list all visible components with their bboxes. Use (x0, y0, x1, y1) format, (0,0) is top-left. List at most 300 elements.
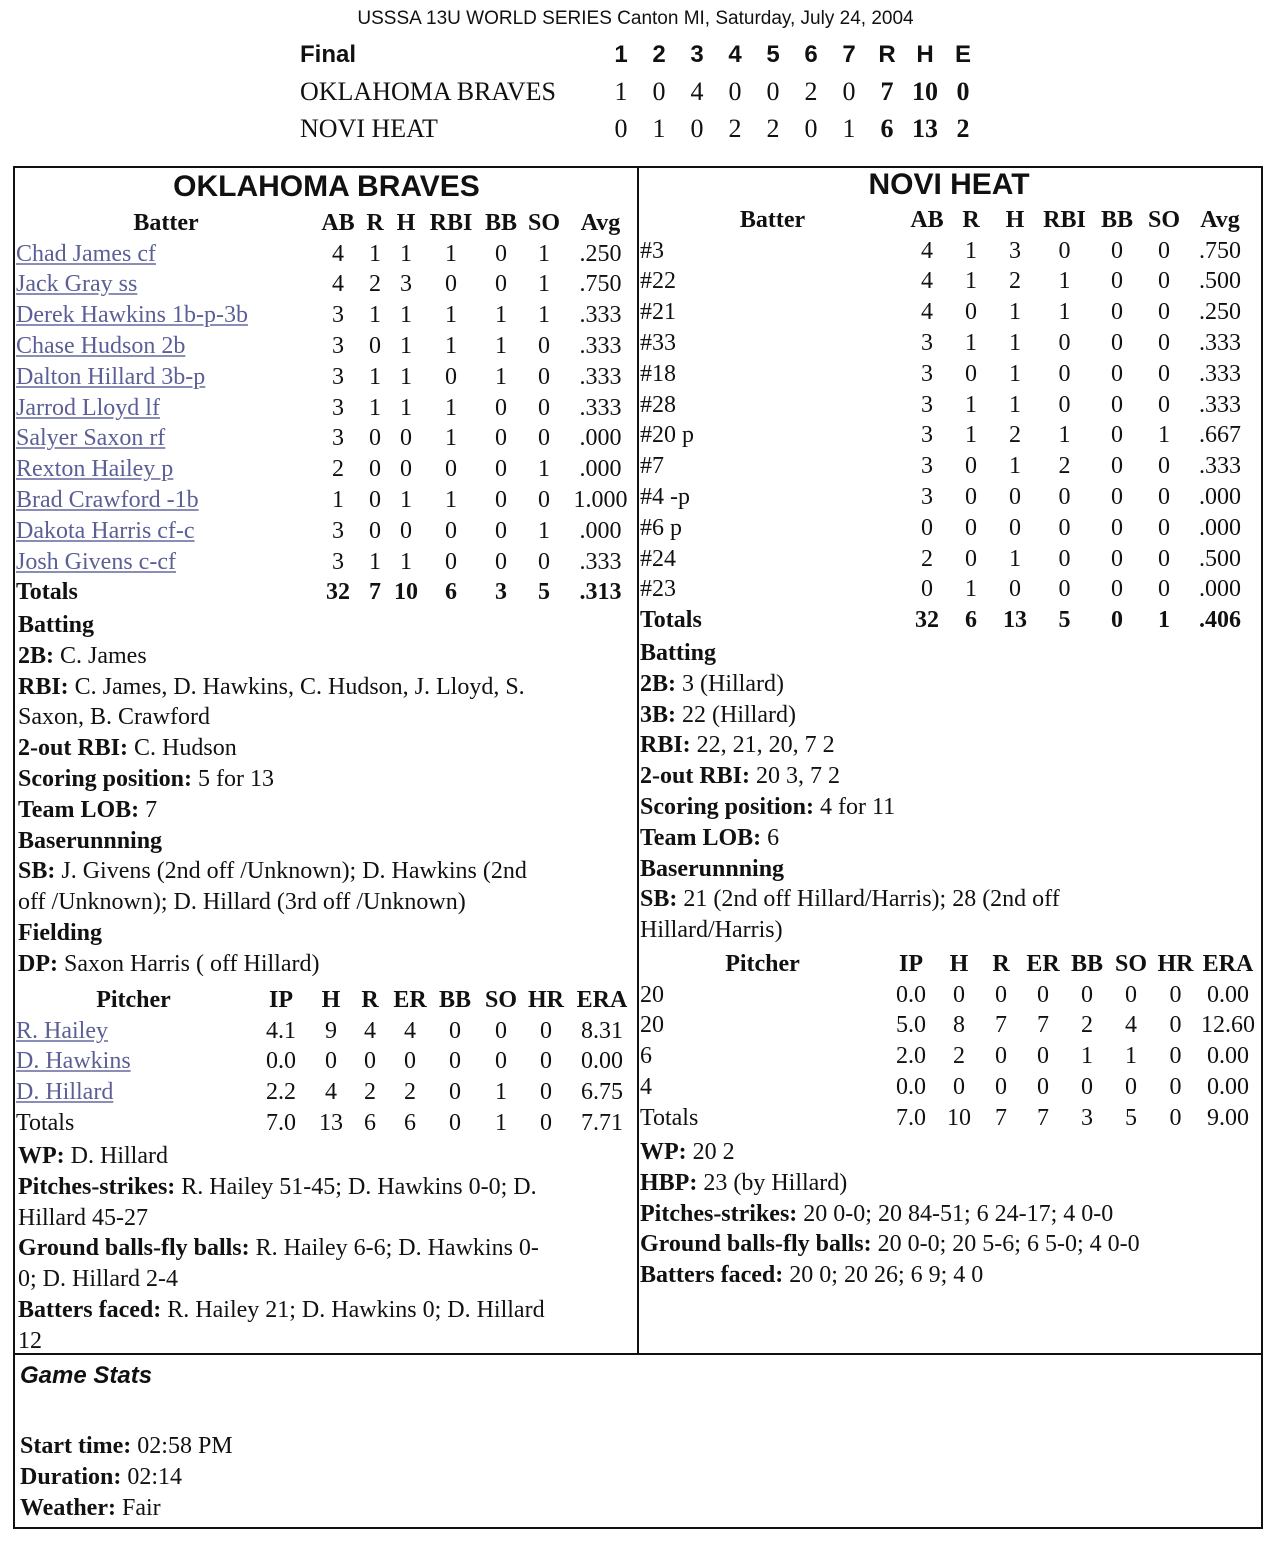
player-link[interactable]: Chad James cf (16, 240, 156, 267)
header-row (640, 205, 1254, 236)
stat-cell: 2 (1058, 453, 1071, 480)
player-link[interactable]: Josh Givens c-cf (16, 548, 176, 575)
stat-cell: 6 (445, 579, 457, 606)
player-link[interactable]: Dalton Hillard 3b-p (16, 363, 206, 390)
stat-cell: 4 (921, 268, 933, 295)
stat-cell: 1 (400, 363, 412, 390)
player-link[interactable]: D. Hillard (16, 1079, 114, 1106)
name-cell: #18 (640, 360, 676, 387)
name-cell (16, 424, 316, 455)
note-line (640, 669, 1255, 700)
stat-cell: 0 (325, 1048, 337, 1075)
stat-cell: 0 (1125, 1074, 1137, 1101)
note-line (18, 826, 633, 857)
stat-cell: 2.0 (896, 1043, 926, 1070)
stat-cell: H (949, 950, 969, 977)
table-row (640, 1011, 1258, 1042)
braves-pitching-table (16, 985, 635, 1139)
stat-cell: 0 (445, 517, 457, 544)
stat-cell: 0 (1158, 576, 1170, 603)
stat-cell: 0 (1009, 514, 1021, 541)
linescore-cell: 1 (842, 113, 856, 143)
stat-cell: 0 (1169, 1104, 1182, 1131)
stat-cell: 3 (332, 517, 344, 544)
stat-cell: IP (899, 950, 923, 977)
name-cell: 20 (640, 1012, 664, 1039)
linescore-cell: 4 (690, 76, 704, 106)
player-link[interactable]: Chase Hudson 2b (16, 333, 186, 360)
note-text: Hillard/Harris) (640, 917, 783, 944)
stat-cell: 7 (995, 1012, 1007, 1039)
player-link[interactable]: D. Hawkins (16, 1048, 131, 1075)
stat-cell: 1 (495, 363, 507, 390)
stat-cell: 1 (965, 237, 977, 264)
stat-cell: 7.0 (266, 1110, 296, 1137)
stat-cell: 4 (404, 1017, 416, 1044)
name-cell (16, 362, 316, 393)
stat-cell: 0 (495, 240, 507, 267)
note-text: 5 for 13 (192, 765, 275, 792)
novi-pitching-notes (640, 1137, 1255, 1291)
player-link[interactable]: R. Hailey (16, 1017, 108, 1044)
linescore-cell: 10 (912, 76, 938, 106)
note-line (640, 792, 1255, 823)
linescore-col: 1 (614, 40, 628, 68)
stat-cell: 0 (1158, 514, 1170, 541)
stat-cell: 0 (965, 484, 977, 511)
note-text: 7 (139, 796, 158, 823)
stat-cell: 0 (1169, 981, 1182, 1008)
linescore-cell: 0 (728, 76, 742, 106)
table-row (640, 421, 1254, 452)
stat-cell: R (366, 209, 384, 236)
stat-cell: 1 (1009, 453, 1021, 480)
note-label: 3B: (640, 701, 676, 728)
table-row (640, 359, 1254, 390)
name-cell: Totals (640, 607, 702, 634)
stat-cell: 1 (1125, 1043, 1137, 1070)
stat-cell: 4 (325, 1079, 337, 1106)
player-link[interactable]: Dakota Harris cf-c (16, 517, 195, 544)
stat-cell: 4 (364, 1017, 376, 1044)
stat-cell: 0 (1158, 299, 1170, 326)
braves-pitching-notes (18, 1141, 638, 1357)
stat-cell: 0 (1058, 545, 1071, 572)
stat-cell: 1 (1158, 607, 1170, 634)
stat-cell: R (992, 950, 1010, 977)
stat-cell: Avg (580, 209, 621, 236)
note-line (640, 730, 1255, 761)
stat-cell: 0 (495, 394, 507, 421)
name-cell: Batter (739, 206, 806, 233)
player-link[interactable]: Jack Gray ss (16, 271, 138, 298)
stat-cell: 0 (1158, 268, 1170, 295)
note-label: Scoring position: (640, 793, 815, 820)
stat-cell: 0 (1111, 360, 1123, 387)
stat-cell: AB (910, 206, 944, 233)
braves-pitching-body (16, 985, 635, 1139)
table-row (640, 390, 1254, 421)
note-text: 20 2 (686, 1139, 735, 1165)
stat-cell: 1 (538, 271, 550, 298)
stat-cell: 0 (495, 1048, 507, 1075)
stat-cell: 0 (1111, 607, 1123, 634)
player-link[interactable]: Salyer Saxon rf (16, 425, 166, 452)
stat-cell: 5 (1058, 607, 1071, 634)
stat-cell: 0 (1058, 330, 1071, 357)
stat-cell: 1 (1009, 330, 1021, 357)
stat-cell: 12.60 (1201, 1012, 1255, 1039)
stat-cell: 2 (332, 456, 344, 483)
note-line (18, 918, 633, 949)
stat-cell: 3 (332, 394, 344, 421)
stat-cell: 0 (449, 1048, 461, 1075)
stat-cell: 0 (995, 981, 1007, 1008)
linescore-col: R (878, 40, 896, 68)
stat-cell: 1 (445, 302, 457, 329)
stat-cell: HR (528, 986, 564, 1013)
table-row (16, 270, 635, 301)
stat-cell: 10 (394, 579, 418, 606)
stat-cell: 3 (1081, 1104, 1093, 1131)
stat-cell: 0 (495, 271, 507, 298)
stat-cell: R (962, 206, 980, 233)
table-row (16, 331, 635, 362)
novi-batting-table (640, 205, 1254, 636)
stat-cell: 3 (921, 330, 933, 357)
stat-cell: .333 (579, 548, 622, 575)
table-row (640, 513, 1254, 544)
table-row (16, 485, 635, 516)
stat-cell: 0 (449, 1110, 461, 1137)
name-cell: Totals (16, 1110, 75, 1137)
stat-cell: 5 (1125, 1104, 1137, 1131)
note-line (640, 854, 1255, 885)
name-cell: Totals (640, 1104, 699, 1131)
linescore-col: 5 (766, 40, 780, 68)
stat-cell: Avg (1200, 206, 1240, 233)
stat-cell: 0 (445, 363, 457, 390)
stat-cell: 1 (400, 240, 412, 267)
stat-cell: 3 (495, 579, 507, 606)
linescore-cell: 13 (912, 113, 938, 143)
stat-cell: BB (484, 209, 517, 236)
linescore-col: E (954, 40, 971, 68)
player-link[interactable]: Brad Crawford -1b (16, 487, 199, 514)
linescore-team: OKLAHOMA BRAVES (300, 76, 556, 106)
linescore-cell: 0 (842, 76, 856, 106)
note-label: WP: (18, 1143, 65, 1169)
stat-cell: 0 (404, 1048, 416, 1075)
note-label: Pitches-strikes: (640, 1200, 798, 1227)
stat-cell: 0.00 (1207, 981, 1249, 1008)
stat-cell: 0 (538, 425, 550, 452)
braves-team-title: OKLAHOMA BRAVES (173, 170, 480, 203)
linescore-cell: 0 (804, 113, 818, 143)
stat-cell: 2 (1081, 1012, 1093, 1039)
name-cell: #4 -p (640, 484, 690, 511)
name-cell (16, 547, 316, 578)
note-label: 2-out RBI: (18, 735, 129, 762)
stat-cell: 1.000 (573, 487, 628, 514)
stat-cell: 0 (1111, 453, 1123, 480)
note-text: 6 (761, 824, 780, 851)
stat-cell: 1 (538, 240, 550, 267)
name-cell: #33 (640, 330, 676, 357)
note-line (18, 856, 633, 887)
stat-cell: IP (269, 986, 293, 1013)
table-row (640, 236, 1254, 267)
note-line (18, 672, 633, 703)
stat-cell: 13 (1003, 607, 1027, 634)
totals-row (16, 1108, 635, 1139)
note-text: 0; D. Hillard 2-4 (18, 1266, 178, 1293)
stat-cell: H (396, 209, 416, 236)
linescore-cell: 0 (614, 113, 628, 143)
note-line (640, 700, 1255, 731)
novi-batting-body (640, 205, 1254, 636)
stat-cell: 0 (1111, 422, 1123, 449)
stat-cell: 3 (332, 302, 344, 329)
stat-cell: 7 (1037, 1104, 1049, 1131)
stat-cell: 0 (538, 487, 550, 514)
stat-cell: 0 (445, 548, 457, 575)
stat-cell: 8 (953, 1012, 965, 1039)
stat-cell: 0 (1158, 237, 1170, 264)
name-cell: #21 (640, 299, 676, 326)
stat-cell: .250 (1199, 299, 1241, 326)
note-line (640, 884, 1255, 915)
name-cell (16, 454, 316, 485)
note-text: 3 (Hillard) (676, 670, 784, 697)
note-label: Fielding (18, 919, 103, 946)
stat-cell: 0 (1111, 391, 1123, 418)
stat-cell: .000 (1199, 484, 1241, 511)
player-link[interactable]: Derek Hawkins 1b-p-3b (16, 302, 248, 329)
note-line (18, 795, 633, 826)
note-text: 22 (Hillard) (676, 701, 796, 728)
stat-cell: 32 (326, 579, 350, 606)
stat-cell: 7.0 (896, 1104, 926, 1131)
note-text: off /Unknown); D. Hillard (3rd off /Unknown) (18, 889, 466, 916)
name-cell (16, 331, 316, 362)
stat-cell: 0 (540, 1048, 552, 1075)
stat-cell: .000 (1199, 576, 1241, 603)
name-cell (16, 300, 316, 331)
stat-cell: 0 (538, 333, 550, 360)
note-text: Fair (115, 1494, 161, 1521)
stat-cell: ERA (576, 986, 628, 1013)
stat-cell: 1 (332, 487, 344, 514)
stat-cell: 1 (1009, 391, 1021, 418)
table-row (16, 454, 635, 485)
stat-cell: 1 (369, 240, 381, 267)
linescore-cell: 0 (690, 113, 704, 143)
stat-cell: 7.71 (581, 1110, 623, 1137)
novi-pitching-table (640, 949, 1258, 1134)
note-line (640, 915, 1255, 946)
stat-cell: BB (438, 986, 471, 1013)
stat-cell: .500 (1199, 268, 1241, 295)
stat-cell: .000 (1199, 514, 1241, 541)
linescore-col: 2 (652, 40, 666, 68)
stat-cell: 0 (364, 1048, 376, 1075)
linescore-cell: 0 (956, 76, 970, 106)
stat-cell: 0 (953, 1074, 965, 1101)
stat-cell: .750 (1199, 237, 1241, 264)
note-label: RBI: (18, 673, 69, 700)
note-label: Team LOB: (640, 824, 762, 851)
stat-cell: 1 (400, 302, 412, 329)
table-row (640, 297, 1254, 328)
stat-cell: 4 (921, 299, 933, 326)
stat-cell: 0 (400, 425, 412, 452)
stat-cell: .000 (579, 425, 622, 452)
totals-row (640, 605, 1254, 636)
stat-cell: R (361, 986, 379, 1013)
note-label: HBP: (640, 1169, 698, 1196)
linescore-col: H (916, 40, 934, 68)
name-cell: #28 (640, 391, 676, 418)
note-label: SB: (18, 858, 56, 885)
note-text: R. Hailey 6-6; D. Hawkins 0- (249, 1235, 539, 1262)
note-line (18, 1172, 638, 1203)
linescore-cell: 1 (614, 76, 628, 106)
table-row (640, 1072, 1258, 1103)
name-cell: Pitcher (725, 950, 800, 977)
note-label: Team LOB: (18, 796, 140, 823)
note-text: C. James, D. Hawkins, C. Hudson, J. Lloyd, S. (68, 673, 525, 700)
name-cell: Totals (16, 579, 78, 606)
stat-cell: 0 (495, 456, 507, 483)
name-cell: #23 (640, 576, 676, 603)
name-cell (16, 1047, 251, 1078)
note-text: C. James (54, 642, 147, 669)
table-row (16, 1077, 635, 1108)
stat-cell: 0 (965, 514, 977, 541)
note-line (18, 764, 633, 795)
stat-cell: ER (1026, 950, 1060, 977)
name-cell: Pitcher (96, 986, 171, 1013)
note-line (18, 610, 633, 641)
stat-cell: 1 (1058, 299, 1071, 326)
note-label: Batting (640, 640, 717, 666)
stat-cell: 0 (369, 333, 381, 360)
stat-cell: 0 (921, 514, 933, 541)
stat-cell: 1 (965, 576, 977, 603)
stat-cell: 3 (921, 453, 933, 480)
stat-cell: 0 (1058, 391, 1071, 418)
stat-cell: 5 (538, 579, 550, 606)
stat-cell: HR (1157, 950, 1194, 977)
note-line (640, 638, 1255, 669)
stat-cell: SO (484, 986, 517, 1013)
stat-cell: 0 (538, 548, 550, 575)
stat-cell: 2 (953, 1043, 965, 1070)
stat-cell: .333 (1199, 330, 1241, 357)
stat-cell: 0 (1037, 1043, 1049, 1070)
stat-cell: 13 (319, 1110, 343, 1137)
linescore-cell: 0 (652, 76, 666, 106)
stat-cell: 0 (540, 1079, 552, 1106)
stat-cell: 2 (921, 545, 933, 572)
stat-cell: 0.0 (896, 981, 926, 1008)
note-label: Ground balls-fly balls: (18, 1235, 250, 1262)
stat-cell: 4 (332, 240, 344, 267)
player-link[interactable]: Jarrod Lloyd lf (16, 394, 160, 421)
stat-cell: 6 (965, 607, 977, 634)
stat-cell: 4.1 (266, 1017, 296, 1044)
note-text: C. Hudson (128, 735, 237, 762)
stat-cell: 32 (915, 607, 939, 634)
braves-batting-body (16, 208, 635, 608)
note-text: 02:14 (121, 1463, 183, 1490)
linescore-cell: 1 (652, 113, 666, 143)
note-line (640, 1229, 1255, 1260)
note-text: 12 (18, 1327, 42, 1354)
stat-cell: 1 (445, 487, 457, 514)
stat-cell: 0 (495, 1017, 507, 1044)
linescore-cell: 0 (766, 76, 780, 106)
stat-cell: SO (1147, 206, 1180, 233)
table-row (16, 516, 635, 547)
stat-cell: .333 (1199, 453, 1241, 480)
stat-cell: 1 (445, 394, 457, 421)
stat-cell: 0 (1058, 514, 1071, 541)
stat-cell: 0 (995, 1043, 1007, 1070)
table-row (16, 362, 635, 393)
note-text: 02:58 PM (131, 1433, 233, 1459)
linescore-cell: 2 (766, 113, 780, 143)
header-row (16, 985, 635, 1016)
stat-cell: 0 (540, 1017, 552, 1044)
note-label: 2B: (18, 642, 54, 669)
linescore-col: 7 (842, 40, 856, 68)
stat-cell: 0 (1081, 1074, 1093, 1101)
player-link[interactable]: Rexton Hailey p (16, 456, 174, 483)
stat-cell: 9.00 (1207, 1104, 1249, 1131)
stat-cell: 0 (369, 517, 381, 544)
stat-cell: .333 (579, 333, 622, 360)
stat-cell: 7 (1037, 1012, 1049, 1039)
game-stats-title: Game Stats (20, 1362, 153, 1389)
stat-cell: 0 (921, 576, 933, 603)
stat-cell: 1 (965, 330, 977, 357)
stat-cell: BB (1100, 206, 1133, 233)
braves-batting-table (16, 208, 635, 608)
note-line (18, 733, 633, 764)
linescore-cell: 2 (956, 113, 970, 143)
note-text: 22, 21, 20, 7 2 (690, 732, 835, 759)
note-text: Hillard 45-27 (18, 1204, 148, 1231)
stat-cell: 2 (1009, 422, 1021, 449)
stat-cell: 0 (995, 1074, 1007, 1101)
table-row (16, 424, 635, 455)
stat-cell: 0 (965, 299, 977, 326)
note-label: Pitches-strikes: (18, 1173, 176, 1200)
stat-cell: 0 (965, 453, 977, 480)
stat-cell: 0 (1111, 237, 1123, 264)
stat-cell: 0 (369, 487, 381, 514)
table-row (16, 547, 635, 578)
stat-cell: 1 (495, 1110, 507, 1137)
stat-cell: RBI (1043, 206, 1086, 233)
note-line (640, 1260, 1255, 1291)
stat-cell: 1 (1058, 268, 1071, 295)
stat-cell: .313 (579, 579, 622, 606)
stat-cell: 2.2 (266, 1079, 296, 1106)
note-text: J. Givens (2nd off /Unknown); D. Hawkins (2nd (55, 858, 527, 885)
